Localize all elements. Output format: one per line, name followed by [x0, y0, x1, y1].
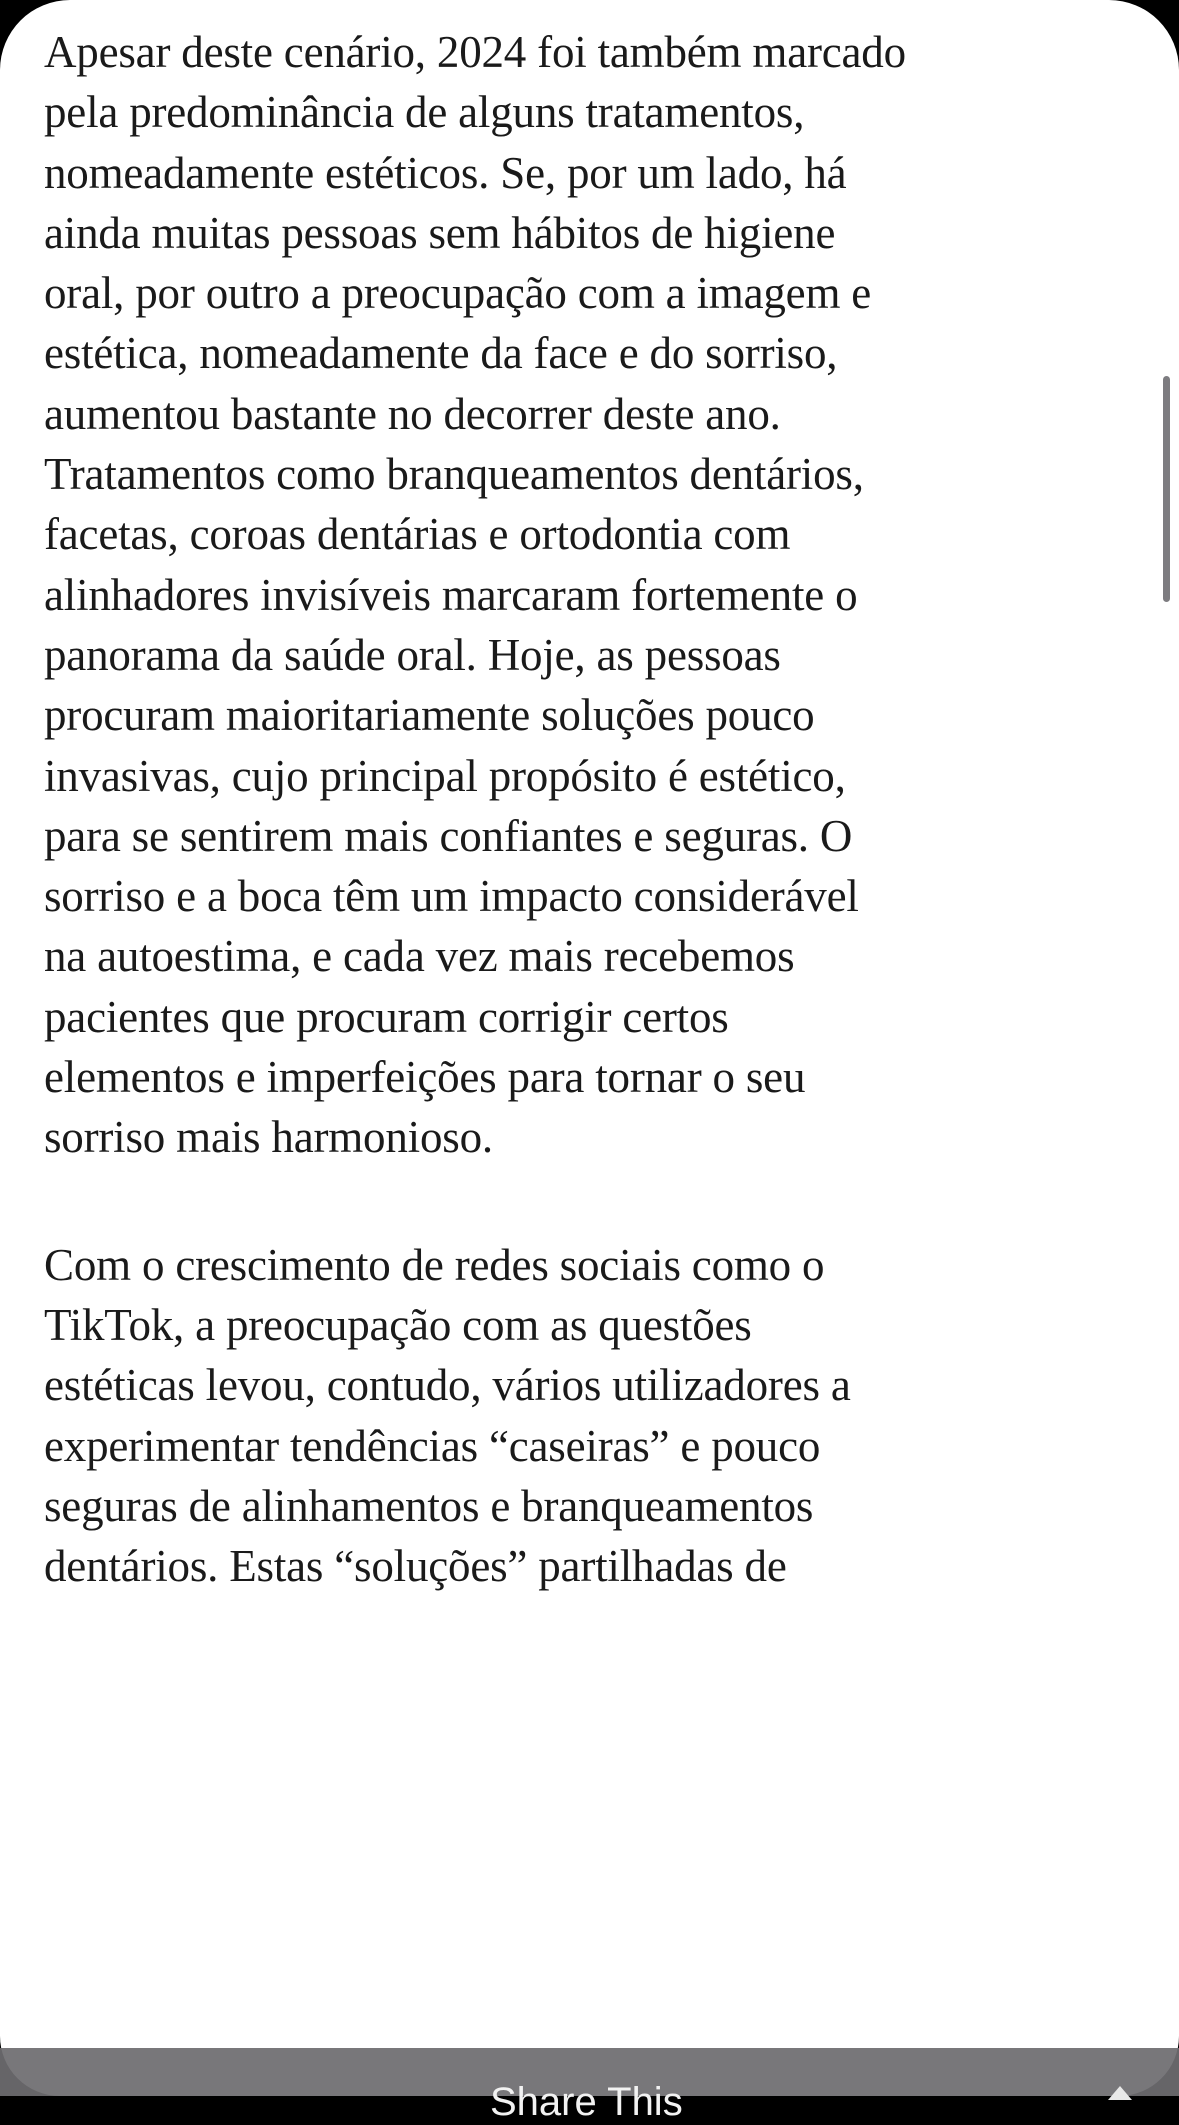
text-line: pacientes que procuram corrigir certos [44, 991, 729, 1042]
text-line: ainda muitas pessoas sem hábitos de higiene [44, 207, 836, 258]
share-label[interactable]: Share This [490, 2080, 683, 2124]
text-line: na autoestima, e cada vez mais recebemos [44, 931, 795, 982]
chevron-up-icon[interactable] [1108, 2086, 1132, 2100]
text-line: elementos e imperfeições para tornar o seu [44, 1052, 806, 1103]
text-line: estéticas levou, contudo, vários utilizadores a [44, 1360, 851, 1411]
paragraph-2 [44, 1235, 1144, 1597]
text-line: dentários. Estas “soluções” partilhadas de [44, 1541, 787, 1592]
text-line: sorriso mais harmonioso. [44, 1112, 493, 1163]
text-line: Apesar deste cenário, 2024 foi também marcado [44, 27, 906, 77]
text-line: Tratamentos como branqueamentos dentários, [44, 449, 864, 500]
text-line: panorama da saúde oral. Hoje, as pessoas [44, 629, 781, 680]
text-line: aumentou bastante no decorrer deste ano. [44, 388, 781, 439]
text-line: nomeadamente estéticos. Se, por um lado, há [44, 147, 847, 198]
bottom-share-bar[interactable] [0, 2048, 1179, 2124]
text-line: estética, nomeadamente da face e do sorriso, [44, 328, 838, 379]
text-line: alinhadores invisíveis marcaram fortemente o [44, 569, 858, 620]
text-line: para se sentirem mais confiantes e seguras. O [44, 810, 853, 861]
text-line: procuram maioritariamente soluções pouco [44, 690, 815, 741]
text-line: Com o crescimento de redes sociais como o [44, 1239, 825, 1290]
text-line: seguras de alinhamentos e branqueamentos [44, 1480, 814, 1531]
text-line: invasivas, cujo principal propósito é estético, [44, 750, 846, 801]
text-line: experimentar tendências “caseiras” e pouco [44, 1420, 821, 1471]
paragraph-1 [44, 22, 1144, 1168]
text-line: sorriso e a boca têm um impacto considerável [44, 871, 859, 922]
scrollbar-thumb[interactable] [1163, 376, 1170, 602]
text-line: facetas, coroas dentárias e ortodontia com [44, 509, 791, 560]
text-line: oral, por outro a preocupação com a imagem e [44, 268, 872, 319]
text-line: TikTok, a preocupação com as questões [44, 1299, 752, 1350]
text-line: pela predominância de alguns tratamentos, [44, 87, 805, 138]
article-body [44, 22, 1144, 1663]
